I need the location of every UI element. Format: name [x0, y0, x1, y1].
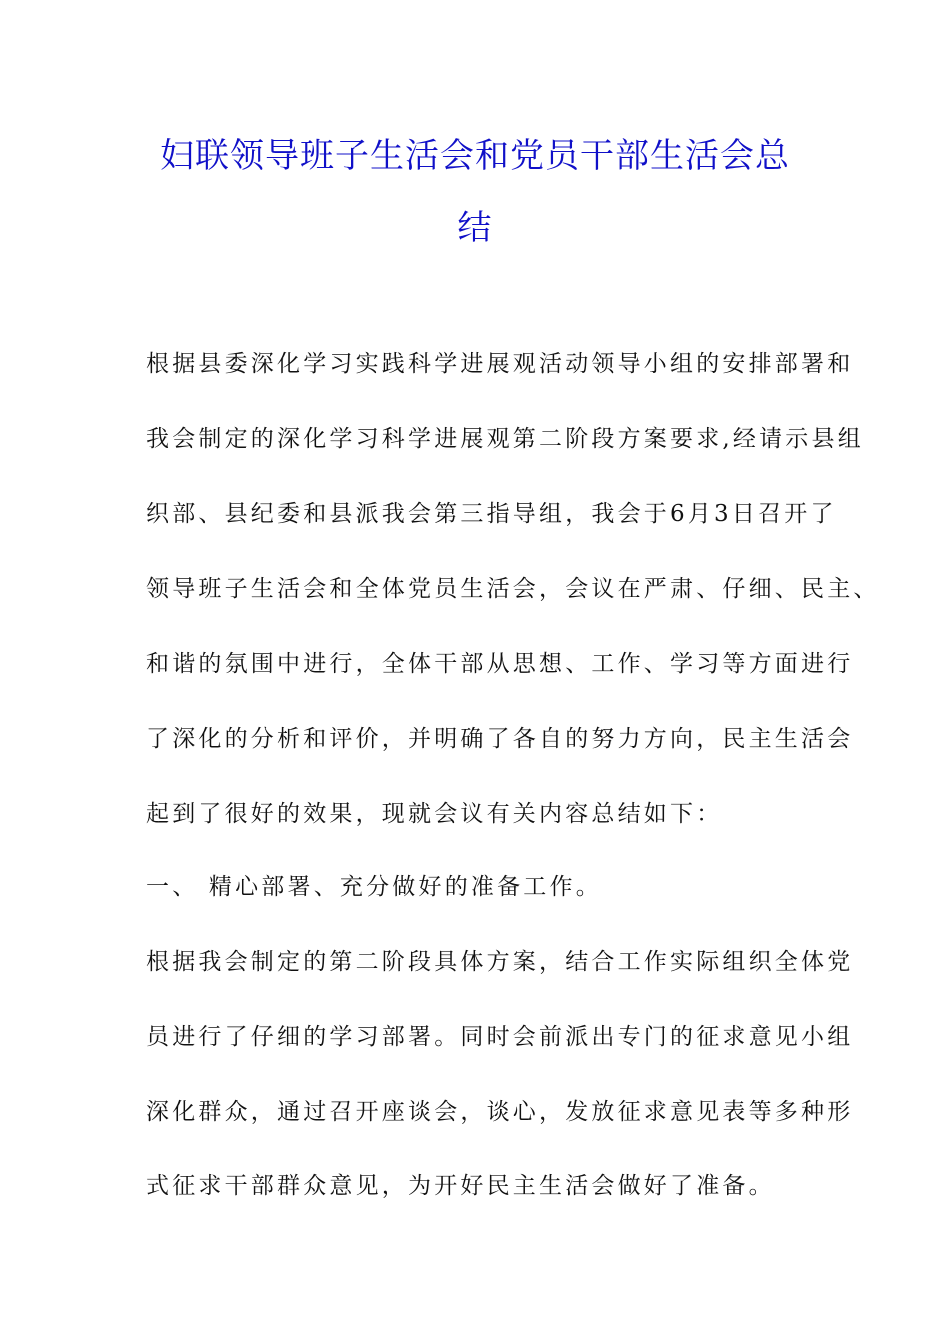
body-line-7: 起到了很好的效果，现就会议有关内容总结如下：: [146, 801, 723, 827]
body-line-11: 深化群众，通过召开座谈会，谈心，发放征求意见表等多种形: [146, 1099, 854, 1125]
document-title-line-1: 妇联领导班子生活会和党员干部生活会总: [160, 136, 790, 176]
section-heading-1: 一、 精心部署、充分做好的准备工作。: [146, 874, 602, 900]
body-line-4: 领导班子生活会和全体党员生活会，会议在严肃、仔细、民主、: [146, 576, 880, 602]
document-title-line-2: 结: [457, 208, 493, 248]
body-line-9: 根据我会制定的第二阶段具体方案，结合工作实际组织全体党: [146, 949, 854, 975]
body-line-10: 员进行了仔细的学习部署。同时会前派出专门的征求意见小组: [146, 1024, 854, 1050]
body-line-3: 织部、县纪委和县派我会第三指导组，我会于6月3日召开了: [146, 501, 837, 527]
body-line-12: 式征求干部群众意见，为开好民主生活会做好了准备。: [146, 1173, 775, 1199]
body-line-6: 了深化的分析和评价，并明确了各自的努力方向，民主生活会: [146, 726, 854, 752]
body-line-1: 根据县委深化学习实践科学进展观活动领导小组的安排部署和: [146, 351, 854, 377]
body-line-2: 我会制定的深化学习科学进展观第二阶段方案要求,经请示县组: [146, 426, 864, 452]
body-line-5: 和谐的氛围中进行，全体干部从思想、工作、学习等方面进行: [146, 651, 854, 677]
